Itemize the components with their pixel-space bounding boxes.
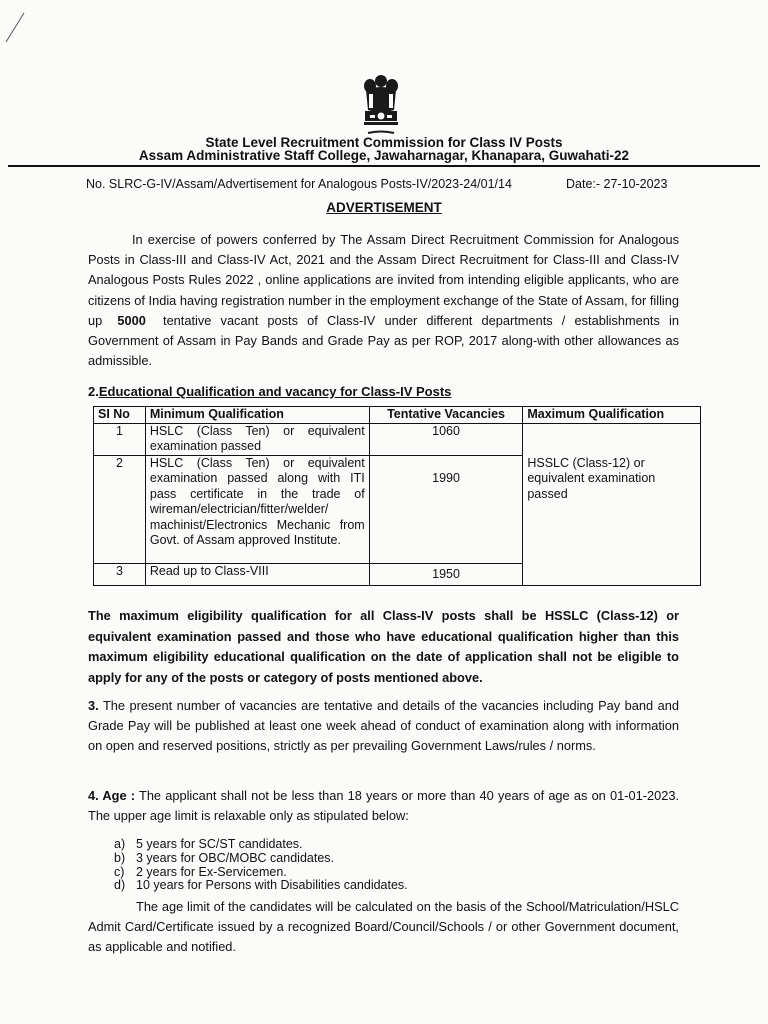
- list-item: [114, 852, 408, 866]
- list-text: 2 years for Ex-Servicemen.: [136, 864, 287, 879]
- list-key: a): [114, 837, 126, 851]
- row-qualification: HSLC (Class Ten) or equivalent examination passed along with ITI pass certificate in the trade of wireman/electrician/fitter/welder/ machinist/Electronics Mechanic from Govt. of Assam approved Institute.: [145, 455, 369, 563]
- col-header-sl: SI No: [94, 407, 146, 424]
- row-qualification: Read up to Class-VIII: [145, 563, 369, 585]
- age-basis-text: The age limit of the candidates will be calculated on the basis of the School/Matriculation/HSLC Admit Card/Certificate issued by a recognized Board/Council/Schools / or other Government document, as applicable and notified.: [88, 899, 679, 955]
- state-emblem-icon: [356, 72, 406, 140]
- list-item: [114, 879, 408, 893]
- age-relaxation-list: [114, 838, 408, 893]
- row-sl: 1: [94, 423, 146, 455]
- commission-address: Assam Administrative Staff College, Jawaharnagar, Khanapara, Guwahati-22: [138, 148, 630, 163]
- col-header-vacancies: Tentative Vacancies: [369, 407, 523, 424]
- intro-text-before: In exercise of powers conferred by The Assam Direct Recruitment Commission for Analogous Posts in Class-III and Class-IV Act, 2021 and the Assam Direct Recruitment for Class-III and Class-IV Analogous Posts Rules 2022 , online applications are invited from intending eligible applicants, who are citizens of India having registration number in the employment exchange of the State of Assam, for filling up: [88, 232, 679, 328]
- section-4-paragraph: [88, 786, 679, 826]
- section-2-heading: [88, 384, 451, 399]
- intro-paragraph: [88, 230, 679, 371]
- max-eligibility-note: The maximum eligibility qualification for all Class-IV posts shall be HSSLC (Class-12) or equivalent examination passed and those who have educational qualification higher than this maximum eligibility educational qualification on the date of application shall not be eligible to apply for any of the posts or category of posts mentioned above.: [88, 608, 679, 685]
- header-divider: [8, 165, 760, 167]
- row-vacancies: 1990: [369, 455, 523, 563]
- reference-number: No. SLRC-G-IV/Assam/Advertisement for Analogous Posts-IV/2023-24/01/14: [86, 177, 512, 191]
- col-header-min-qualification: Minimum Qualification: [145, 407, 369, 424]
- row-vacancies: 1060: [369, 423, 523, 455]
- intro-text-after: tentative vacant posts of Class-IV under different departments / establishments in Government of Assam in Pay Bands and Grade Pay as per ROP, 2017 along-with other allowances as admissible.: [88, 312, 679, 369]
- page-title: ADVERTISEMENT: [326, 200, 442, 215]
- list-text: 5 years for SC/ST candidates.: [136, 837, 303, 851]
- pen-mark: [4, 10, 28, 44]
- col-header-max-qualification: Maximum Qualification: [523, 407, 701, 424]
- list-text: 3 years for OBC/MOBC candidates.: [136, 850, 334, 865]
- row-vacancies: 1950: [369, 563, 523, 585]
- table-header-row: [94, 407, 701, 424]
- section-4-text: The applicant shall not be less than 18 years or more than 40 years of age as on 01-01-2023. The upper age limit is relaxable only as stipulated below:: [88, 788, 680, 824]
- list-key: c): [114, 864, 125, 879]
- list-key: b): [114, 850, 126, 865]
- posts-count: 5000: [117, 312, 146, 328]
- section-3-paragraph: [88, 696, 679, 757]
- table-row: [94, 423, 701, 455]
- max-qualification-cell: HSSLC (Class-12) or equivalent examination passed: [523, 423, 701, 585]
- qualification-table: [93, 406, 701, 586]
- list-text: 10 years for Persons with Disabilities candidates.: [136, 878, 408, 893]
- reference-date: Date:- 27-10-2023: [566, 177, 668, 191]
- list-item: [114, 838, 408, 852]
- section-4-label: 4. Age :: [88, 788, 136, 803]
- section-3-number: 3.: [88, 698, 99, 713]
- list-key: d): [114, 878, 126, 893]
- commission-name: State Level Recruitment Commission for Class IV Posts: [205, 135, 563, 150]
- row-sl: 2: [94, 455, 146, 563]
- row-qualification: HSLC (Class Ten) or equivalent examination passed: [145, 423, 369, 455]
- age-basis-paragraph: [88, 897, 679, 958]
- section-2-title: Educational Qualification and vacancy for Class-IV Posts: [98, 384, 452, 399]
- list-item: [114, 866, 408, 880]
- section-2-number: 2.: [88, 384, 99, 399]
- row-sl: 3: [94, 563, 146, 585]
- section-3-text: The present number of vacancies are tentative and details of the vacancies including Pay band and Grade Pay will be published at least one week ahead of conduct of examination along with information on open and reserved positions, strictly as per prevailing Government Laws/rules / norms.: [88, 698, 679, 754]
